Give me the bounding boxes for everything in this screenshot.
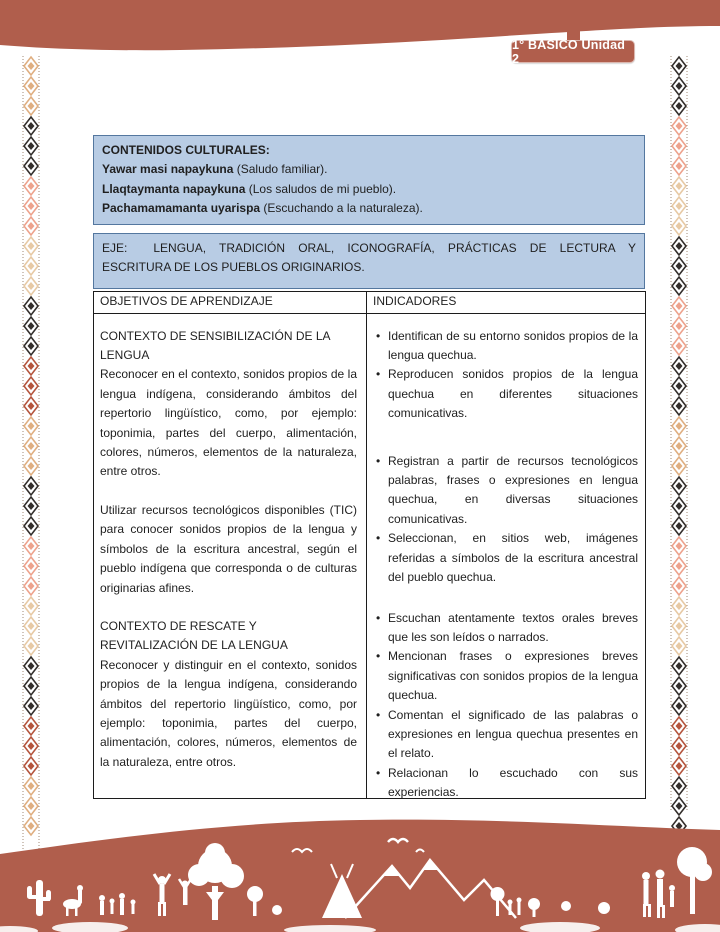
oa-context-title: CONTEXTO DE SENSIBILIZACIÓN DE LA LENGUA (100, 328, 330, 363)
oa-paragraph: Utilizar recursos tecnológicos disponibles (TIC) para conocer sonidos propios de la lengua y símbolos de la escritura ancestral, según el pueblo indígena que corresponda o de culturas originarias afines. (100, 502, 357, 595)
indicadores-group-2 (374, 452, 638, 588)
indicador-item: • Registran a partir de recursos tecnológicos palabras, frases o expresiones en lengua quechua, en diversas situaciones comunicativas. (374, 452, 638, 530)
oa-paragraph: Reconocer y distinguir en el contexto, sonidos propios de la lengua indígena, considerando ámbitos del repertorio lingüístico, como, por ejemplo: toponimia, partes del cuerpo, alimentación, colores, números, elementos de la naturaleza, entre otros. (100, 657, 357, 769)
objetivos-indicadores-table (93, 291, 646, 799)
oa-paragraph: Reconocer en el contexto, sonidos propios de la lengua indígena, considerando ámbitos del repertorio lingüístico, como, por ejemplo: toponimia, partes del cuerpo, alimentación, colores, números, elementos de la naturaleza, entre otros. (100, 367, 357, 479)
eje-label: EJE: (102, 240, 128, 255)
indicador-item: • Mencionan frases o expresiones breves significativas con sonidos propios de la lengua quechua. (374, 647, 638, 705)
indicador-item: • Escuchan atentamente textos orales breves que les son leídos o narrados. (374, 609, 638, 648)
indicadores-group-1 (374, 327, 638, 424)
column-header-objetivos: OBJETIVOS DE APRENDIZAJE (94, 291, 367, 313)
indicador-item: • Reproducen sonidos propios de la lengua quechua en diferentes situaciones comunicativas. (374, 365, 638, 423)
eje-text: LENGUA, TRADICIÓN ORAL, ICONOGRAFÍA, PRÁCTICAS DE LECTURA Y ESCRITURA DE LOS PUEBLOS ORIGINARIOS. (102, 240, 636, 275)
indicador-item: • Identifican de su entorno sonidos propios de la lengua quechua. (374, 327, 638, 366)
oa-context-title: CONTEXTO DE RESCATE Y REVITALIZACIÓN DE LA LENGUA (100, 618, 288, 653)
contenido-item: Pachamamamanta uyarispa (Escuchando a la naturaleza). (102, 201, 423, 216)
andean-pattern-left (22, 56, 40, 856)
indicadores-group-3 (374, 609, 638, 803)
objetivos-cell (94, 313, 367, 798)
eje-box (93, 233, 645, 289)
andean-pattern-right (670, 56, 688, 812)
contenidos-title: CONTENIDOS CULTURALES: (102, 143, 270, 157)
indicador-item: • Comentan el significado de las palabras o expresiones en lengua quechua presentes en el relato. (374, 706, 638, 764)
column-header-indicadores: INDICADORES (367, 291, 646, 313)
indicadores-cell (367, 313, 646, 798)
unit-badge (511, 37, 635, 66)
content-column (93, 135, 645, 799)
contenido-item: Llaqtaymanta napaykuna (Los saludos de mi pueblo). (102, 181, 397, 196)
unit-badge-label: 1° BÁSICO Unidad 2 (512, 37, 626, 66)
contenido-item: Yawar masi napaykuna (Saludo familiar). (102, 162, 328, 177)
indicador-item: • Relacionan lo escuchado con sus experiencias. (374, 764, 638, 803)
indicador-item: • Seleccionan, en sitios web, imágenes referidas a símbolos de la escritura ancestral del pueblo quechua. (374, 529, 638, 587)
contenidos-culturales-box (93, 135, 645, 225)
bottom-landscape-decoration (0, 816, 720, 932)
